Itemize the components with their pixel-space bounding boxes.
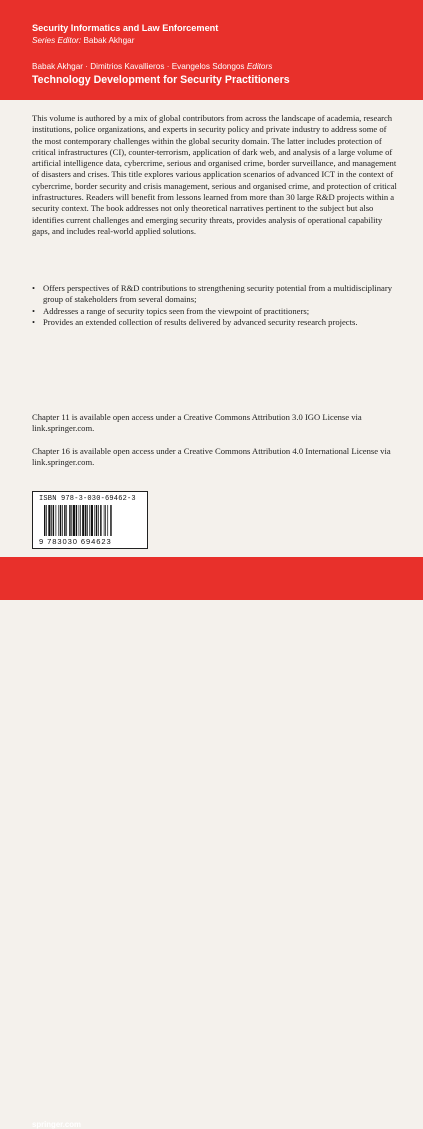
barcode-bar (76, 505, 77, 536)
isbn-barcode (32, 491, 148, 549)
series-title: Security Informatics and Law Enforcement (32, 23, 219, 33)
barcode-bar (85, 505, 86, 536)
list-item (32, 306, 392, 317)
barcode-bar (100, 505, 101, 536)
barcode-bar (60, 505, 61, 536)
footer-band (0, 557, 423, 1129)
barcode-bar (105, 505, 106, 536)
barcode-bar (58, 505, 59, 536)
bullet-icon: • (32, 283, 36, 293)
barcode-bar (98, 505, 99, 536)
barcode-bar (51, 505, 52, 536)
series-editor-name: Babak Akhgar (83, 36, 135, 45)
barcode-bar (73, 505, 75, 536)
barcode-bar (53, 505, 54, 536)
barcode-bar (91, 505, 93, 536)
editors-line (32, 62, 272, 71)
bullet-icon: • (32, 316, 36, 327)
bullet-icon: • (32, 305, 36, 316)
series-editor (32, 36, 134, 45)
barcode-bar (107, 505, 108, 536)
barcode-bar (104, 505, 105, 536)
editor-names: Babak Akhgar · Dimitrios Kavallieros · Evangelos Sdongos (32, 62, 245, 71)
series-editor-label: Series Editor: (32, 36, 82, 45)
barcode-bar (56, 505, 57, 536)
barcode-bar (62, 505, 63, 536)
list-item (32, 283, 392, 306)
list-item (32, 317, 392, 328)
barcode-bar (94, 505, 95, 536)
list-item-text: Provides an extended collection of results delivered by advanced security research projects. (43, 316, 358, 327)
barcode-bar (69, 505, 70, 536)
barcode-bar (89, 505, 90, 536)
barcode-bar (46, 505, 47, 536)
editors-label: Editors (246, 62, 273, 71)
barcode-icon (44, 505, 138, 536)
barcode-bar (44, 505, 45, 536)
isbn-number: ISBN 978-3-030-69462-3 (39, 495, 136, 503)
list-item-text: Offers perspectives of R&D contributions to strengthening security potential from a multidisciplinary group of stakeholders from several domains; (43, 283, 393, 305)
barcode-bar (82, 505, 84, 536)
barcode-bar (71, 505, 72, 536)
barcode-bar (96, 505, 97, 536)
open-access-note-chapter-16: Chapter 16 is available open access under a Creative Commons Attribution 4.0 International License via link.springer.com. (32, 446, 391, 468)
barcode-bar (48, 505, 50, 536)
publisher-url: springer.com (32, 1120, 81, 1129)
list-item-text: Addresses a range of security topics seen from the viewpoint of practitioners; (43, 305, 310, 316)
barcode-bar (79, 505, 80, 536)
barcode-bar (110, 505, 111, 536)
feature-list (32, 283, 392, 328)
blurb-paragraph: This volume is authored by a mix of global contributors from across the landscape of academia, research institutions, police organizations, and experts in security policy and private industry to address some of the most contemporary challenges within the global security domain. The latter includes protection of critical infrastructures (CI), counter-terrorism, application of dark web, and analysis of a large volume of artificial intelligence data, cybercrime, serious and organised crime, border surveillance, and management of disasters and crises. This title explores various application scenarios of advanced ICT in the context of cybercrime, border security and crisis management, serious and organised crime, and protection of critical infrastructures. Readers will benefit from lessons learned from more than 30 large R&D projects within a security context. The book addresses not only theoretical narratives pertinent to the subject but also identifies current challenges and emerging security threats, provides analysis of operational capability gaps, and includes real-world applied solutions. (32, 113, 397, 236)
barcode-bar (80, 505, 81, 536)
header-band (0, 0, 423, 100)
barcode-bar (66, 505, 67, 536)
open-access-note-chapter-11: Chapter 11 is available open access under a Creative Commons Attribution 3.0 IGO License via link.springer.com. (32, 412, 362, 434)
book-title: Technology Development for Security Practitioners (32, 74, 290, 86)
barcode-bar (87, 505, 88, 536)
barcode-bar (64, 505, 65, 536)
barcode-digits: 9 783030 694623 (39, 537, 112, 546)
